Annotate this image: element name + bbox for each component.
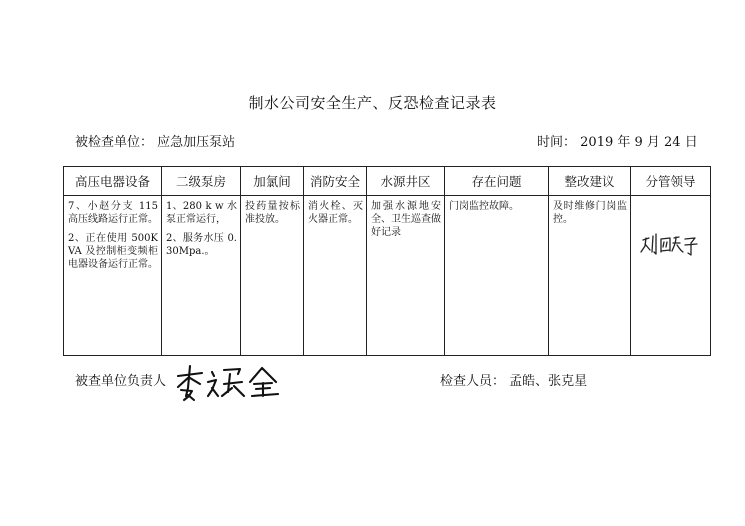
- pump-room-item-1: 1、280 k w 水泵正常运行，: [166, 201, 237, 225]
- issues-text: 门岗监控故障。: [449, 201, 519, 212]
- inspection-date-label: 时间：: [537, 135, 577, 150]
- pump-room-item-2: 2、服务水压 0.30Mpa.。: [166, 233, 237, 257]
- cell-high-voltage: [64, 196, 162, 356]
- header-chlorination: 加氯间: [241, 167, 304, 196]
- responsible-person: [75, 370, 166, 389]
- responsible-signature: [172, 362, 292, 404]
- cell-water-source: [367, 196, 445, 356]
- inspectors: [440, 370, 587, 389]
- cell-suggestions: [549, 196, 631, 356]
- inspected-unit: [75, 131, 235, 150]
- table-header-row: [64, 167, 711, 196]
- high-voltage-item-1: 7、小赵分支 115 高压线路运行正常。: [68, 201, 158, 225]
- header-leader: 分管领导: [631, 167, 711, 196]
- cell-issues: [445, 196, 549, 356]
- header-high-voltage: 高压电器设备: [64, 167, 162, 196]
- fire-safety-text: 消火栓、灭火器正常。: [308, 201, 363, 225]
- suggestions-text: 及时维修门岗监控。: [553, 201, 627, 225]
- document-title: 制水公司安全生产、反恐检查记录表: [248, 94, 497, 112]
- inspected-unit-value: 应急加压泵站: [157, 135, 236, 150]
- table-row: [64, 196, 711, 356]
- header-pump-room: 二级泵房: [162, 167, 241, 196]
- cell-chlorination: [241, 196, 304, 356]
- leader-signature: [639, 230, 703, 260]
- inspection-date-value: 2019 年 9 月 24 日: [580, 135, 698, 150]
- header-suggestions: 整改建议: [549, 167, 631, 196]
- high-voltage-item-2: 2、正在使用 500KVA 及控制柜变频柜电器设备运行正常。: [68, 233, 158, 270]
- inspection-date: [537, 131, 698, 150]
- inspected-unit-label: 被检查单位：: [75, 135, 154, 150]
- header-issues: 存在问题: [445, 167, 549, 196]
- cell-pump-room: [162, 196, 241, 356]
- cell-fire-safety: [304, 196, 367, 356]
- responsible-person-label: 被查单位负责人: [75, 374, 167, 389]
- header-fire-safety: 消防安全: [304, 167, 367, 196]
- header-water-source: 水源井区: [367, 167, 445, 196]
- inspectors-label: 检查人员：: [440, 374, 506, 389]
- inspectors-value: 孟皓、张克星: [509, 374, 588, 389]
- water-source-text: 加强水源地安全、卫生巡查做好记录: [371, 201, 441, 238]
- cell-leader-signature: [631, 196, 711, 356]
- record-table: [63, 166, 711, 356]
- chlorination-text: 投药量按标准投放。: [245, 201, 300, 225]
